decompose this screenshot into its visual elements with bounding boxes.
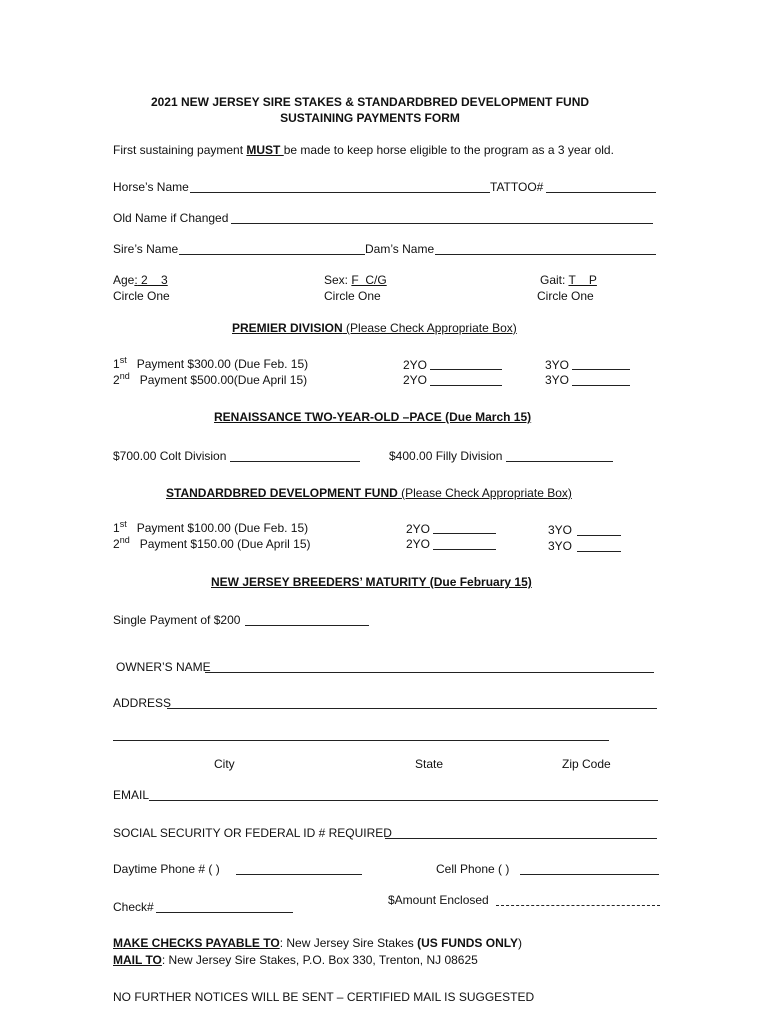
gait-field[interactable] (540, 273, 597, 287)
ssn-label: SOCIAL SECURITY OR FEDERAL ID # REQUIRED (113, 826, 392, 840)
colt-division-field[interactable] (230, 461, 360, 462)
email-field[interactable] (149, 800, 658, 801)
intro-text (113, 143, 614, 157)
tattoo-field[interactable] (546, 192, 656, 193)
cell-phone-field[interactable] (520, 874, 659, 875)
owner-name-label: OWNER’S NAME (116, 660, 211, 674)
zip-code-label: Zip Code (562, 757, 611, 771)
intro-after: be made to keep horse eligible to the program as a 3 year old. (283, 143, 614, 157)
address-label: ADDRESS (113, 696, 172, 710)
horse-name-label: Horse’s Name (113, 180, 189, 194)
sdf-payment-1: 1st Payment $100.00 (Due Feb. 15) (113, 519, 309, 535)
state-label: State (415, 757, 444, 771)
ssn-field[interactable] (385, 838, 657, 839)
premier-p2-3yo-field[interactable] (572, 385, 630, 386)
age-label: Age (113, 273, 135, 287)
premier-p2-2yo-field[interactable] (430, 385, 502, 386)
gait-options[interactable]: T P (568, 273, 597, 287)
colt-division-label: $700.00 Colt Division (113, 449, 227, 463)
old-name-field[interactable] (231, 223, 653, 224)
city-label: City (214, 757, 235, 771)
premier-p2-3yo-label: 3YO (545, 373, 570, 387)
daytime-phone-field[interactable] (236, 874, 362, 875)
premier-heading: PREMIER DIVISION (Please Check Appropriate Box) (232, 321, 517, 335)
premier-payment-1: 1st Payment $300.00 (Due Feb. 15) (113, 355, 309, 371)
footer-notice: NO FURTHER NOTICES WILL BE SENT – CERTIFIED MAIL IS SUGGESTED (113, 990, 535, 1004)
form-title-line2: SUSTAINING PAYMENTS FORM (280, 111, 460, 125)
sdf-p1-2yo-field[interactable] (433, 533, 496, 534)
age-options[interactable]: : 2 3 (134, 273, 168, 287)
sdf-p2-2yo-label: 2YO (406, 537, 431, 551)
daytime-phone-label: Daytime Phone # ( ) (113, 862, 220, 876)
gait-circle-one: Circle One (537, 289, 594, 303)
mail-to-line: MAIL TO: New Jersey Sire Stakes, P.O. Box 330, Trenton, NJ 08625 (113, 953, 478, 967)
email-label: EMAIL (113, 788, 150, 802)
premier-p1-3yo-label: 3YO (545, 358, 570, 372)
single-payment-label: Single Payment of $200 (113, 613, 241, 627)
address-field[interactable] (167, 708, 657, 709)
sex-label: Sex: (324, 273, 352, 287)
filly-division-field[interactable] (506, 461, 613, 462)
sire-name-field[interactable] (179, 254, 365, 255)
dam-label: Dam’s Name (365, 242, 435, 256)
sex-field[interactable] (324, 273, 387, 287)
sdf-p2-3yo-label: 3YO (548, 539, 573, 553)
check-number-label: Check# (113, 900, 154, 914)
sire-label: Sire’s Name (113, 242, 179, 256)
maturity-heading: NEW JERSEY BREEDERS’ MATURITY (Due February 15) (211, 575, 532, 589)
sex-options[interactable]: F C/G (351, 273, 387, 287)
form-title-line1: 2021 NEW JERSEY SIRE STAKES & STANDARDBRED DEVELOPMENT FUND (150, 95, 590, 109)
amount-enclosed-field[interactable] (496, 905, 660, 906)
sdf-p1-2yo-label: 2YO (406, 522, 431, 536)
cell-phone-label: Cell Phone ( ) (436, 862, 510, 876)
owner-name-field[interactable] (205, 672, 654, 673)
old-name-label: Old Name if Changed (113, 211, 229, 225)
payable-line: MAKE CHECKS PAYABLE TO: New Jersey Sire Stakes (US FUNDS ONLY) (113, 936, 522, 950)
intro-must: MUST (246, 143, 284, 157)
intro-before: First sustaining payment (113, 143, 247, 157)
premier-p1-2yo-field[interactable] (430, 369, 502, 370)
check-number-field[interactable] (156, 912, 293, 913)
sdf-heading: STANDARDBRED DEVELOPMENT FUND (Please Check Appropriate Box) (166, 486, 572, 500)
tattoo-label: TATTOO# (490, 180, 544, 194)
address-line-2-field[interactable] (113, 740, 609, 741)
single-payment-field[interactable] (245, 625, 369, 626)
premier-payment-2: 2nd Payment $500.00(Due April 15) (113, 371, 308, 387)
sex-circle-one: Circle One (324, 289, 381, 303)
sdf-payment-2: 2nd Payment $150.00 (Due April 15) (113, 535, 311, 551)
premier-p1-2yo-label: 2YO (403, 358, 428, 372)
age-circle-one: Circle One (113, 289, 170, 303)
amount-enclosed-label: $Amount Enclosed (388, 893, 489, 907)
premier-p1-3yo-field[interactable] (572, 369, 630, 370)
age-field[interactable] (113, 273, 168, 287)
gait-label: Gait: (540, 273, 569, 287)
renaissance-heading: RENAISSANCE TWO-YEAR-OLD –PACE (Due March 15) (214, 410, 532, 424)
premier-p2-2yo-label: 2YO (403, 373, 428, 387)
horse-name-field[interactable] (190, 192, 490, 193)
sdf-p1-3yo-label: 3YO (548, 523, 573, 537)
sdf-p2-2yo-field[interactable] (433, 549, 496, 550)
sdf-p1-3yo-field[interactable] (577, 535, 621, 536)
dam-name-field[interactable] (435, 254, 656, 255)
sdf-p2-3yo-field[interactable] (577, 551, 621, 552)
filly-division-label: $400.00 Filly Division (389, 449, 503, 463)
